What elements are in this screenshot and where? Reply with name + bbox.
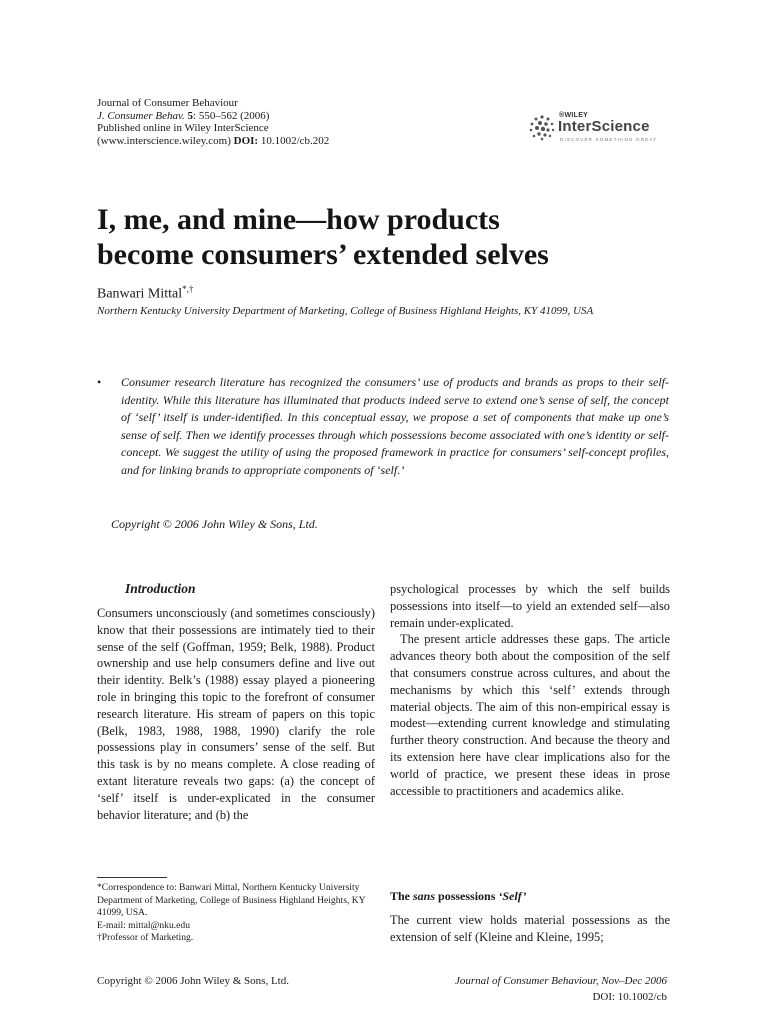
footnote-rule bbox=[97, 877, 167, 878]
doi-line: (www.interscience.wiley.com) DOI: 10.1002/cb.202 bbox=[97, 134, 330, 147]
introduction-heading: Introduction bbox=[125, 581, 196, 596]
footnote bbox=[97, 882, 377, 945]
author-footnote-marks[interactable]: *,† bbox=[182, 284, 194, 294]
intro-paragraph: Consumers unconsciously (and sometimes consciously) know that their possessions are intimately tied to their sense of the self (Goffman, 1959; Belk, 1988). Product ownership and use help consumers define and live out their identity. Belk’s (1988) essay played a pioneering role in bringing this topic to the forefront of consumer research literature. His stream of papers on this topic (Belk, 1983, 1988, 1988, 1990) clarify the role possessions play in consumers’ sense of the self. But this task is by no means complete. A close reading of extant literature reveals two gaps: (a) the concept of ‘self’ itself is under-explicated in the consumer behavior literature; and (b) the bbox=[97, 606, 375, 822]
right-paragraph-1: psychological processes by which the self builds possessions into itself—to yield an extended self—also remain under-explicated. bbox=[390, 582, 670, 630]
abstract-copyright: Copyright © 2006 John Wiley & Sons, Ltd. bbox=[111, 517, 318, 531]
section-heading: The sans possessions ‘Self’ bbox=[390, 889, 527, 903]
logo-wiley-text: ®WILEY bbox=[559, 112, 589, 119]
journal-citation: J. Consumer Behav. 5: 550–562 (2006) bbox=[97, 109, 270, 122]
journal-header bbox=[97, 97, 329, 147]
footer-copyright: Copyright © 2006 John Wiley & Sons, Ltd. bbox=[97, 975, 289, 987]
footnote-correspondence: *Correspondence to: Banwari Mittal, Northern Kentucky University Department of Marketing, College of Business Highland Heights, KY 41099, USA. bbox=[97, 882, 366, 919]
introduction-body bbox=[97, 605, 375, 823]
author-name: Banwari Mittal*,† bbox=[97, 284, 194, 302]
footer-doi: DOI: 10.1002/cb bbox=[592, 991, 667, 1003]
abstract-text: Consumer research literature has recognized the consumers’ use of products and brands as props to their self-identity. While this literature has illuminated that products indeed serve to extend one’s sense of self, the concept of ‘self’ itself is under-identified. In this conceptual essay, we propose a set of components that make up one’s sense of self. Then we identify processes through which possessions become associated with one’s identity or self-concept. We suggest the utility of using the proposed framework in practice for consumers’ self-concept profiles, and for linking brands to appropriate components of ‘self.’ bbox=[121, 375, 669, 477]
article-title: I, me, and mine—how products become consumers’ extended selves bbox=[97, 203, 549, 271]
published-online: Published online in Wiley InterScience bbox=[97, 122, 269, 134]
right-column-body bbox=[390, 581, 670, 799]
section-paragraph: The current view holds material possessions as the extension of self (Kleine and Kleine, 1995; bbox=[390, 913, 670, 944]
abstract-bullet: • bbox=[97, 375, 102, 389]
logo-interscience-text: InterScience bbox=[558, 118, 650, 135]
footer-journal-issue: Journal of Consumer Behaviour, Nov–Dec 2006 bbox=[454, 975, 667, 987]
author-affiliation: Northern Kentucky University Department of Marketing, College of Business Highland Heights, KY 41099, USA bbox=[97, 305, 594, 317]
globe-icon bbox=[527, 113, 557, 143]
logo-tagline: DISCOVER SOMETHING GREAT bbox=[560, 137, 658, 142]
doi-link[interactable]: 10.1002/cb.202 bbox=[260, 134, 330, 147]
wiley-interscience-logo bbox=[527, 110, 672, 146]
interscience-url[interactable]: (www.interscience.wiley.com) bbox=[97, 134, 231, 147]
section-body bbox=[390, 912, 670, 946]
footnote-position: †Professor of Marketing. bbox=[97, 932, 194, 944]
right-paragraph-2: The present article addresses these gaps. The article advances theory both about the composition of the self that consumers construe across cultures, and about the mechanisms by which this ‘self’ extends through material objects. The aim of this non-empirical essay is modest—extending current knowledge and stimulating further theory construction. And because the theory and its extension here have clear implications also for the world of practice, we present these ideas in prose accessible to practitioners and academics alike. bbox=[390, 632, 670, 798]
footnote-email[interactable]: E-mail: mittal@nku.edu bbox=[97, 919, 191, 931]
journal-name: Journal of Consumer Behaviour bbox=[97, 97, 238, 109]
